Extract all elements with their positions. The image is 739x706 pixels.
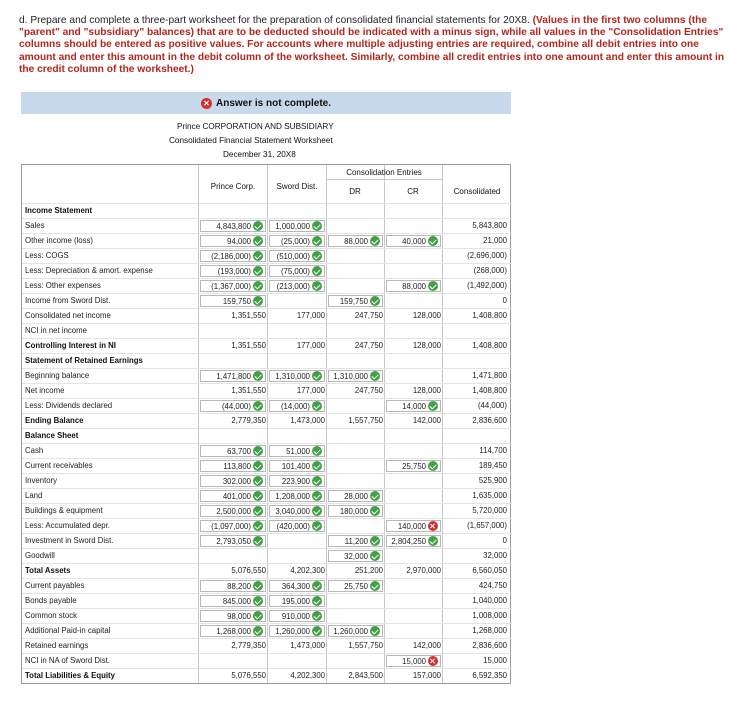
- answer-input[interactable]: (213,000): [269, 280, 325, 292]
- value-cell: 177,000: [296, 341, 325, 350]
- consolidation-entries-header: Consolidation Entries: [346, 168, 422, 177]
- table-row: [22, 578, 512, 593]
- check-icon: [312, 476, 322, 486]
- value-cell: 5,720,000: [472, 506, 507, 515]
- table-row: [22, 293, 512, 308]
- row-label: Sales: [25, 221, 45, 230]
- value-cell: 1,408,800: [472, 386, 507, 395]
- value-cell: 6,592,350: [472, 671, 507, 680]
- row-label: Less: Accumulated depr.: [25, 521, 110, 530]
- value-cell: 1,268,000: [472, 626, 507, 635]
- check-icon: [253, 221, 263, 231]
- value-cell: 6,560,050: [472, 566, 507, 575]
- error-x-icon: ✕: [201, 98, 212, 109]
- row-label: Less: Depreciation & amort. expense: [25, 266, 153, 275]
- table-row: [22, 323, 512, 338]
- row-label: Beginning balance: [25, 371, 90, 380]
- answer-input[interactable]: (193,000): [200, 265, 266, 277]
- value-cell: 157,000: [412, 671, 441, 680]
- check-icon: [253, 611, 263, 621]
- row-label: Income Statement: [25, 206, 93, 215]
- value-cell: 5,076,550: [231, 566, 266, 575]
- answer-input[interactable]: 180,000: [328, 505, 383, 517]
- answer-input[interactable]: 98,000: [200, 610, 266, 622]
- answer-input[interactable]: 1,310,000: [269, 370, 325, 382]
- check-icon: [312, 596, 322, 606]
- row-label: Net income: [25, 386, 65, 395]
- table-row: [22, 518, 512, 533]
- check-icon: [253, 266, 263, 276]
- answer-input[interactable]: 32,000: [328, 550, 383, 562]
- worksheet-title: Consolidated Financial Statement Worksheet: [169, 136, 333, 145]
- check-icon: [312, 266, 322, 276]
- answer-input[interactable]: 101,400: [269, 460, 325, 472]
- instructions: [19, 15, 729, 76]
- table-row: [22, 488, 512, 503]
- value-cell: 1,557,750: [348, 641, 383, 650]
- table-row: [22, 398, 512, 413]
- row-label: Land: [25, 491, 43, 500]
- value-cell: 5,076,550: [231, 671, 266, 680]
- company-name: Prince CORPORATION AND SUBSIDIARY: [177, 122, 334, 131]
- answer-input[interactable]: 401,000: [200, 490, 266, 502]
- value-cell: 1,408,800: [472, 341, 507, 350]
- check-icon: [428, 401, 438, 411]
- table-row: [22, 638, 512, 653]
- value-cell: 177,000: [296, 311, 325, 320]
- check-icon: [312, 611, 322, 621]
- table-row: [22, 353, 512, 368]
- table-row: [22, 443, 512, 458]
- answer-input[interactable]: 195,000: [269, 595, 325, 607]
- value-cell: (268,000): [473, 266, 507, 275]
- value-cell: 424,750: [478, 581, 507, 590]
- table-row: [22, 623, 512, 638]
- value-cell: 128,000: [412, 311, 441, 320]
- check-icon: [370, 296, 380, 306]
- row-label: Balance Sheet: [25, 431, 79, 440]
- row-label: Ending Balance: [25, 416, 84, 425]
- table-row: [22, 533, 512, 548]
- value-cell: 1,351,550: [231, 386, 266, 395]
- check-icon: [312, 506, 322, 516]
- answer-input[interactable]: 910,000: [269, 610, 325, 622]
- check-icon: [253, 491, 263, 501]
- answer-input[interactable]: (25,000): [269, 235, 325, 247]
- check-icon: [312, 371, 322, 381]
- table-row: [22, 458, 512, 473]
- check-icon: [428, 536, 438, 546]
- answer-input[interactable]: 88,000: [386, 280, 441, 292]
- table-row: [22, 608, 512, 623]
- answer-input[interactable]: 88,200: [200, 580, 266, 592]
- answer-status-text: Answer is not complete.: [215, 97, 332, 109]
- answer-input[interactable]: (44,000): [200, 400, 266, 412]
- check-icon: [370, 371, 380, 381]
- value-cell: 0: [502, 296, 507, 305]
- col-cr: CR: [407, 187, 419, 196]
- check-icon: [370, 506, 380, 516]
- table-row: [22, 338, 512, 353]
- value-cell: 1,408,800: [472, 311, 507, 320]
- answer-input[interactable]: 223,900: [269, 475, 325, 487]
- row-label: Common stock: [25, 611, 77, 620]
- row-label: NCI in NA of Sword Dist.: [25, 656, 110, 665]
- value-cell: 2,779,350: [231, 641, 266, 650]
- value-cell: 247,750: [354, 311, 383, 320]
- check-icon: [253, 401, 263, 411]
- answer-input[interactable]: (2,186,000): [200, 250, 266, 262]
- table-row: [22, 653, 512, 668]
- value-cell: 4,202,300: [290, 566, 325, 575]
- table-row: [22, 428, 512, 443]
- instructions-lead: d. Prepare and complete a three-part worksheet for the preparation of consolidated financial statements for 20X8.: [19, 15, 530, 26]
- row-label: Inventory: [25, 476, 58, 485]
- value-cell: 251,200: [354, 566, 383, 575]
- value-cell: 1,351,550: [231, 341, 266, 350]
- row-label: NCI in net income: [25, 326, 87, 335]
- row-label: Other income (loss): [25, 236, 94, 245]
- answer-input[interactable]: 159,750: [200, 295, 266, 307]
- value-cell: 1,557,750: [348, 416, 383, 425]
- answer-input[interactable]: 51,000: [269, 445, 325, 457]
- value-cell: 1,008,000: [472, 611, 507, 620]
- instructions-emphasis: (Values in the first two columns (the "parent" and "subsidiary" balances) that are to be deducted should be indicated with a minus sign, while all values in the "Consolidation Entries" columns should be entered as positive values. For accounts where multiple adjusting entries are required, combine all debit entries into one amount and enter this amount in the debit column of the worksheet. Similarly, combine all credit entries into one amount and enter this amount in the credit column of the worksheet.): [19, 15, 725, 75]
- row-label: Less: Other expenses: [25, 281, 101, 290]
- value-cell: 0: [502, 536, 507, 545]
- check-icon: [370, 581, 380, 591]
- value-cell: (44,000): [477, 401, 507, 410]
- answer-input[interactable]: 1,208,000: [269, 490, 325, 502]
- worksheet-header: [21, 120, 511, 164]
- row-label: Statement of Retained Earnings: [25, 356, 143, 365]
- value-cell: 5,843,800: [472, 221, 507, 230]
- table-row: [22, 203, 512, 218]
- row-label: Retained earnings: [25, 641, 89, 650]
- answer-input[interactable]: 302,000: [200, 475, 266, 487]
- row-label: Cash: [25, 446, 44, 455]
- check-icon: [370, 551, 380, 561]
- answer-input[interactable]: 25,750: [386, 460, 441, 472]
- table-row: [22, 593, 512, 608]
- table-row: [22, 413, 512, 428]
- check-icon: [253, 476, 263, 486]
- answer-input[interactable]: 11,200: [328, 535, 383, 547]
- value-cell: (1,492,000): [467, 281, 507, 290]
- answer-input[interactable]: (1,367,000): [200, 280, 266, 292]
- answer-input[interactable]: 4,843,800: [200, 220, 266, 232]
- value-cell: 2,970,000: [406, 566, 441, 575]
- value-cell: 247,750: [354, 341, 383, 350]
- answer-input[interactable]: 2,804,250: [386, 535, 441, 547]
- answer-input[interactable]: (510,000): [269, 250, 325, 262]
- table-row: [22, 308, 512, 323]
- check-icon: [370, 491, 380, 501]
- value-cell: 2,779,350: [231, 416, 266, 425]
- value-cell: (2,696,000): [467, 251, 507, 260]
- table-row: [22, 548, 512, 563]
- value-cell: 2,836,600: [472, 416, 507, 425]
- value-cell: 4,202,300: [290, 671, 325, 680]
- check-icon: [370, 536, 380, 546]
- table-row: [22, 278, 512, 293]
- answer-input[interactable]: 845,000: [200, 595, 266, 607]
- answer-input[interactable]: 28,000: [328, 490, 383, 502]
- value-cell: 177,000: [296, 386, 325, 395]
- answer-status-banner: [21, 92, 511, 114]
- table-row: [22, 563, 512, 578]
- row-label: Controlling Interest in NI: [25, 341, 116, 350]
- table-row: [22, 668, 512, 683]
- answer-input[interactable]: (14,000): [269, 400, 325, 412]
- answer-input[interactable]: (420,000): [269, 520, 325, 532]
- value-cell: 142,000: [412, 416, 441, 425]
- row-label: Buildings & equipment: [25, 506, 103, 515]
- table-row: [22, 383, 512, 398]
- check-icon: [312, 401, 322, 411]
- answer-input[interactable]: 1,260,000: [328, 625, 383, 637]
- check-icon: [253, 536, 263, 546]
- row-label: Less: COGS: [25, 251, 69, 260]
- check-icon: [312, 521, 322, 531]
- answer-input[interactable]: 1,310,000: [328, 370, 383, 382]
- check-icon: [370, 236, 380, 246]
- value-cell: 128,000: [412, 386, 441, 395]
- answer-input[interactable]: 1,260,000: [269, 625, 325, 637]
- row-label: Less: Dividends declared: [25, 401, 113, 410]
- row-label: Total Liabilities & Equity: [25, 671, 115, 680]
- check-icon: [253, 521, 263, 531]
- value-cell: 1,351,550: [231, 311, 266, 320]
- col-dr: DR: [349, 187, 361, 196]
- check-icon: [253, 296, 263, 306]
- value-cell: 1,635,000: [472, 491, 507, 500]
- row-label: Current receivables: [25, 461, 93, 470]
- row-label: Total Assets: [25, 566, 71, 575]
- check-icon: [428, 236, 438, 246]
- table-row: [22, 503, 512, 518]
- check-icon: [253, 371, 263, 381]
- check-icon: [312, 221, 322, 231]
- row-label: Additional Paid-in capital: [25, 626, 111, 635]
- value-cell: 2,836,600: [472, 641, 507, 650]
- row-label: Current payables: [25, 581, 85, 590]
- table-row: [22, 368, 512, 383]
- check-icon: [253, 446, 263, 456]
- check-icon: [253, 626, 263, 636]
- value-cell: 21,000: [483, 236, 507, 245]
- answer-input[interactable]: 364,300: [269, 580, 325, 592]
- check-icon: [312, 491, 322, 501]
- check-icon: [253, 251, 263, 261]
- check-icon: [253, 281, 263, 291]
- value-cell: 142,000: [412, 641, 441, 650]
- table-row: [22, 473, 512, 488]
- value-cell: (1,657,000): [467, 521, 507, 530]
- col-sword: Sword Dist.: [276, 182, 318, 191]
- col-prince: Prince Corp.: [210, 182, 256, 191]
- answer-input[interactable]: 2,500,000: [200, 505, 266, 517]
- check-icon: [312, 581, 322, 591]
- value-cell: 2,843,500: [348, 671, 383, 680]
- check-icon: [253, 596, 263, 606]
- worksheet-table: [21, 164, 511, 684]
- table-row: [22, 248, 512, 263]
- answer-input[interactable]: 14,000: [386, 400, 441, 412]
- value-cell: 15,000: [483, 656, 507, 665]
- check-icon: [253, 581, 263, 591]
- answer-input[interactable]: 1,000,000: [269, 220, 325, 232]
- row-label: Consolidated net income: [25, 311, 111, 320]
- answer-input[interactable]: 113,800: [200, 460, 266, 472]
- answer-input[interactable]: 1,471,800: [200, 370, 266, 382]
- value-cell: 525,900: [478, 476, 507, 485]
- answer-input[interactable]: 140,000: [386, 520, 441, 532]
- answer-input[interactable]: 15,000: [386, 655, 441, 667]
- answer-input[interactable]: (1,097,000): [200, 520, 266, 532]
- value-cell: 32,000: [483, 551, 507, 560]
- check-icon: [312, 251, 322, 261]
- table-row: [22, 218, 512, 233]
- value-cell: 189,450: [478, 461, 507, 470]
- answer-input[interactable]: 2,793,050: [200, 535, 266, 547]
- value-cell: 247,750: [354, 386, 383, 395]
- check-icon: [312, 446, 322, 456]
- check-icon: [253, 236, 263, 246]
- check-icon: [253, 461, 263, 471]
- check-icon: [253, 506, 263, 516]
- check-icon: [370, 626, 380, 636]
- value-cell: 1,473,000: [290, 641, 325, 650]
- value-cell: 114,700: [479, 446, 507, 455]
- check-icon: [312, 236, 322, 246]
- answer-input[interactable]: 159,750: [328, 295, 383, 307]
- row-label: Investment in Sword Dist.: [25, 536, 114, 545]
- check-icon: [428, 461, 438, 471]
- answer-input[interactable]: 40,000: [386, 235, 441, 247]
- worksheet-date: December 31, 20X8: [223, 150, 296, 159]
- row-label: Bonds payable: [25, 596, 77, 605]
- row-label: Income from Sword Dist.: [25, 296, 111, 305]
- answer-input[interactable]: (75,000): [269, 265, 325, 277]
- table-row: [22, 233, 512, 248]
- row-label: Goodwill: [25, 551, 55, 560]
- answer-input[interactable]: 1,268,000: [200, 625, 266, 637]
- col-consolidated: Consolidated: [453, 187, 501, 196]
- error-x-icon: [428, 656, 438, 666]
- answer-input[interactable]: 25,750: [328, 580, 383, 592]
- answer-input[interactable]: 88,000: [328, 235, 383, 247]
- answer-input[interactable]: 3,040,000: [269, 505, 325, 517]
- value-cell: 1,040,000: [472, 596, 507, 605]
- value-cell: 128,000: [412, 341, 441, 350]
- check-icon: [428, 281, 438, 291]
- check-icon: [312, 281, 322, 291]
- error-x-icon: [428, 521, 438, 531]
- answer-input[interactable]: 63,700: [200, 445, 266, 457]
- value-cell: 1,471,800: [472, 371, 507, 380]
- check-icon: [312, 461, 322, 471]
- check-icon: [312, 626, 322, 636]
- answer-input[interactable]: 94,000: [200, 235, 266, 247]
- table-row: [22, 263, 512, 278]
- value-cell: 1,473,000: [290, 416, 325, 425]
